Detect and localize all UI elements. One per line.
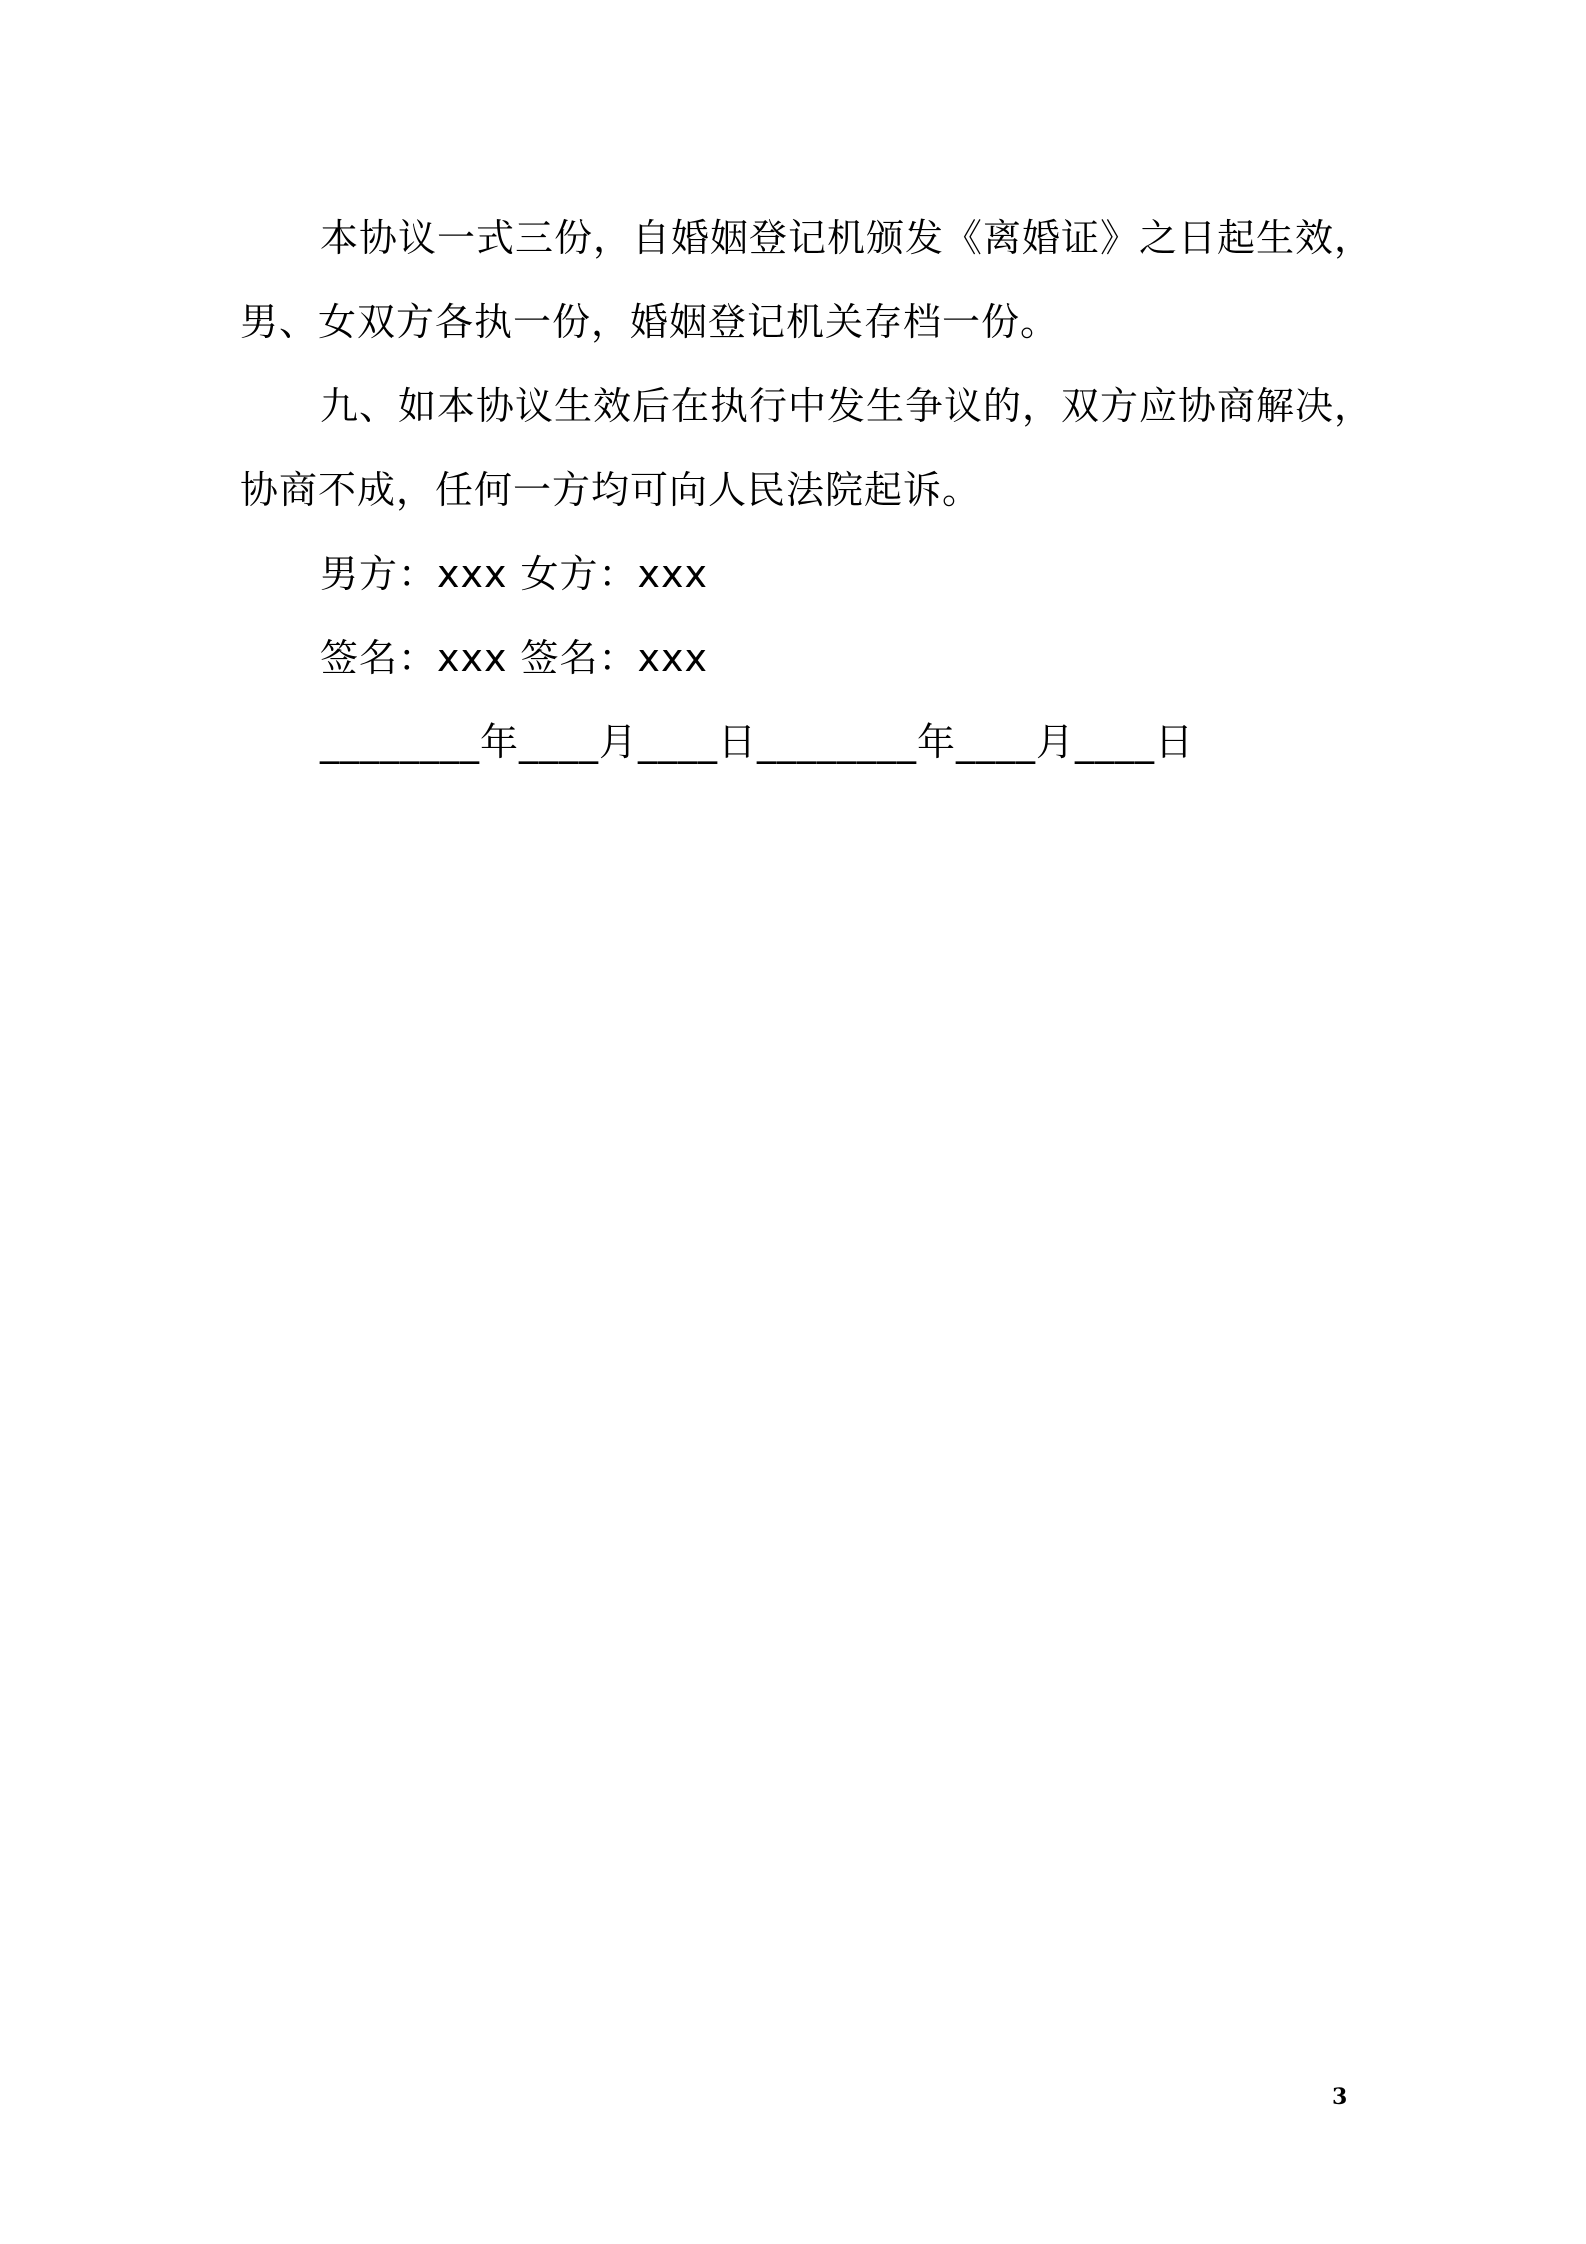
- paragraph-dispute-line-2: 协商不成，任何一方均可向人民法院起诉。: [240, 468, 982, 512]
- date-line: ________年____月____日________年____月____日: [320, 720, 1195, 764]
- document-body: [240, 196, 1374, 784]
- parties-line: 男方：xxx 女方：xxx: [320, 552, 709, 596]
- paragraph-effective-line-2: 男、女双方各执一份，婚姻登记机关存档一份。: [240, 300, 1060, 344]
- paragraph-dispute-line-1: 九、如本协议生效后在执行中发生争议的，双方应协商解决，: [320, 384, 1374, 428]
- signature-line: 签名：xxx 签名：xxx: [320, 636, 709, 680]
- page-number: 3: [1332, 2084, 1348, 2110]
- paragraph-effective-line-1: 本协议一式三份，自婚姻登记机颁发《离婚证》之日起生效，: [320, 216, 1374, 260]
